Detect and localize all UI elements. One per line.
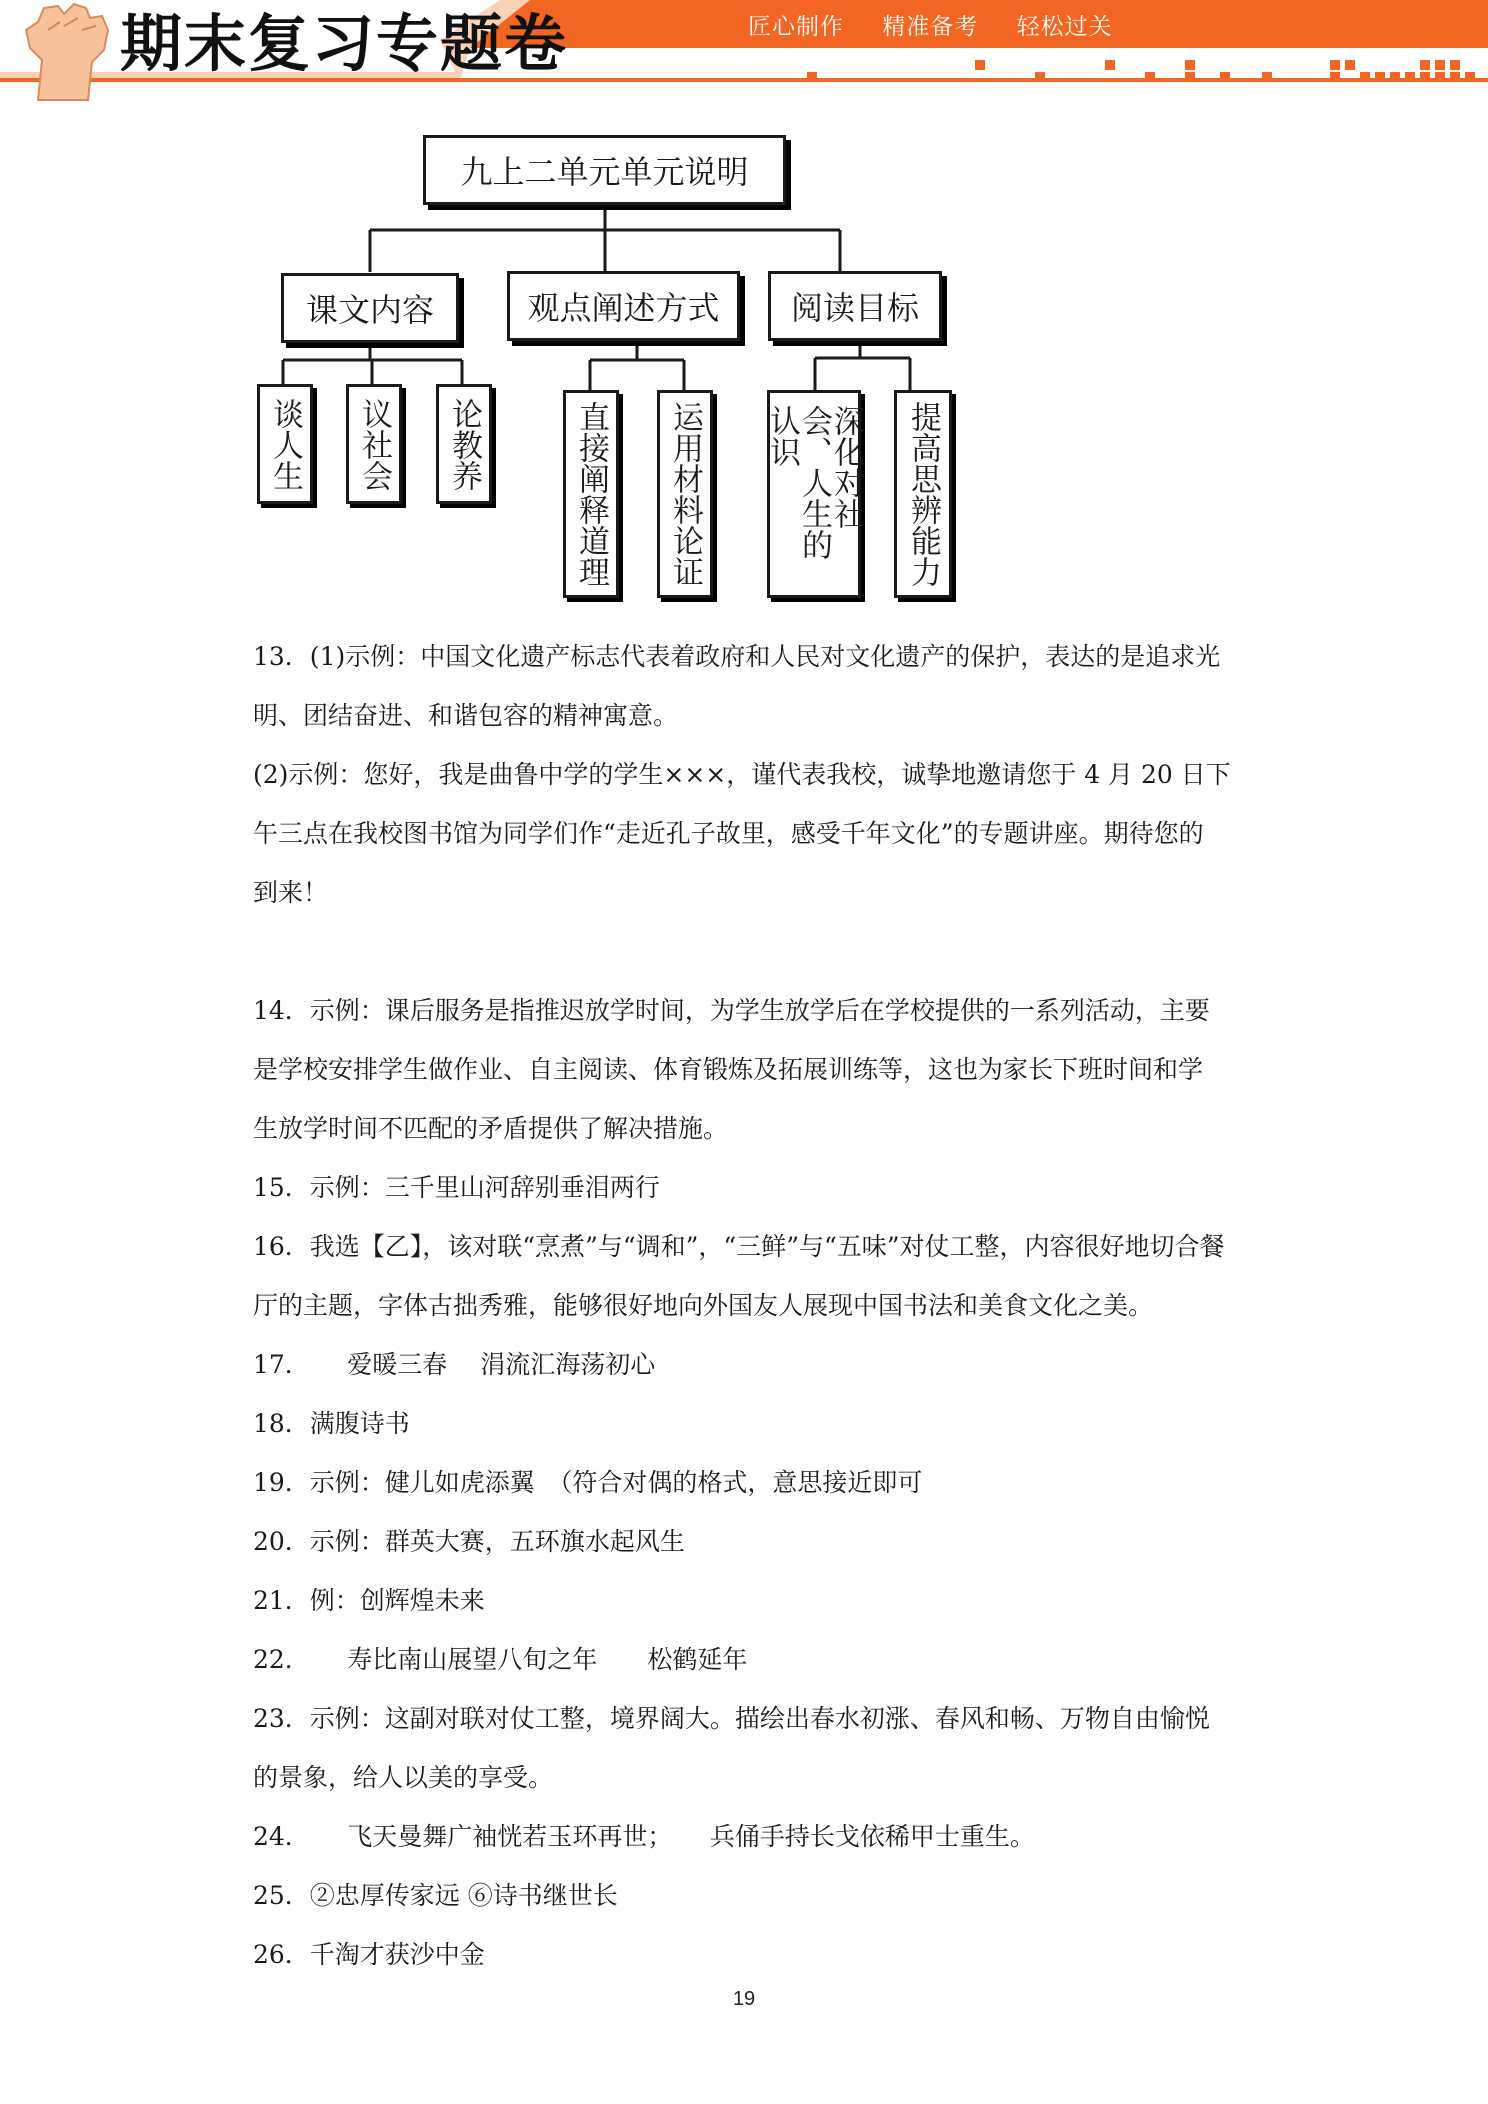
branch-reading-goal: 阅读目标: [768, 271, 942, 341]
page-number: 19: [732, 1988, 756, 2010]
leaf-direct-explanation: 直接阐释道理: [563, 390, 619, 598]
answer-line: 到来！: [253, 878, 329, 907]
leaf-on-manners: 论教养: [436, 384, 492, 504]
answer-line: (2)示例：您好，我是曲鲁中学的学生×××，谨代表我校，诚挚地邀请您于 4 月 20 日下: [253, 760, 1231, 789]
answer-line: 午三点在我校图书馆为同学们作“走近孔子故里，感受千年文化”的专题讲座。期待您的: [253, 819, 1204, 848]
answer-line: 23．示例：这副对联对仗工整，境界阔大。描绘出春水初涨、春风和畅、万物自由愉悦: [253, 1704, 1210, 1733]
answer-line: 26．千淘才获沙中金: [253, 1940, 485, 1969]
leaf-deepen-understanding: 深化对社会、人生的认识: [767, 390, 861, 598]
answer-line: 21．例：创辉煌未来: [253, 1586, 485, 1615]
branch-argument-method: 观点阐述方式: [507, 271, 740, 341]
diagram-root: 九上二单元单元说明: [423, 135, 786, 205]
slogan-1: 匠心制作: [748, 14, 844, 40]
answer-line: 的景象，给人以美的享受。: [253, 1763, 554, 1792]
leaf-material-argument: 运用材料论证: [657, 390, 713, 598]
answer-line: 22． 寿比南山展望八旬之年 松鹤延年: [253, 1645, 748, 1674]
branch-lesson-content: 课文内容: [281, 273, 459, 343]
leaf-talk-life: 谈人生: [257, 384, 313, 504]
answer-line: 20．示例：群英大赛，五环旗水起风生: [253, 1527, 685, 1556]
answer-line: 厅的主题，字体古拙秀雅，能够很好地向外国友人展现中国书法和美食文化之美。: [253, 1291, 1154, 1320]
slogan-3: 轻松过关: [1016, 14, 1113, 40]
page-header: [0, 0, 1488, 95]
answer-line: 生放学时间不匹配的矛盾提供了解决措施。: [253, 1114, 729, 1143]
leaf-discuss-society: 议社会: [346, 384, 402, 504]
answer-line: 16．我选【乙】，该对联“烹煮”与“调和”，“三鲜”与“五味”对仗工整，内容很好地切合餐: [253, 1232, 1225, 1261]
slogan-2: 精准备考: [882, 14, 979, 40]
answer-line: 13．(1)示例：中国文化遗产标志代表着政府和人民对文化遗产的保护，表达的是追求光: [253, 642, 1221, 671]
answer-line: 19．示例：健儿如虎添翼 （符合对偶的格式，意思接近即可: [253, 1468, 923, 1497]
answer-line: 25．②忠厚传家远 ⑥诗书继世长: [253, 1881, 618, 1910]
answer-line: 15．示例：三千里山河辞别垂泪两行: [253, 1173, 660, 1202]
answer-line: 明、团结奋进、和谐包容的精神寓意。: [253, 701, 679, 730]
decorative-dots: [0, 0, 1488, 95]
leaf-critical-thinking: 提高思辨能力: [894, 390, 952, 598]
answer-line: 14．示例：课后服务是指推迟放学时间，为学生放学后在学校提供的一系列活动，主要: [253, 996, 1210, 1025]
answer-line: 是学校安排学生做作业、自主阅读、体育锻炼及拓展训练等，这也为家长下班时间和学: [253, 1055, 1204, 1084]
answer-line: 17． 爱暖三春 涓流汇海荡初心: [253, 1350, 656, 1379]
answer-line: 24． 飞天曼舞广袖恍若玉环再世； 兵俑手持长戈依稀甲士重生。: [253, 1822, 1035, 1851]
header-title: 期末复习专题卷: [120, 7, 569, 80]
answer-line: 18．满腹诗书: [253, 1409, 410, 1438]
